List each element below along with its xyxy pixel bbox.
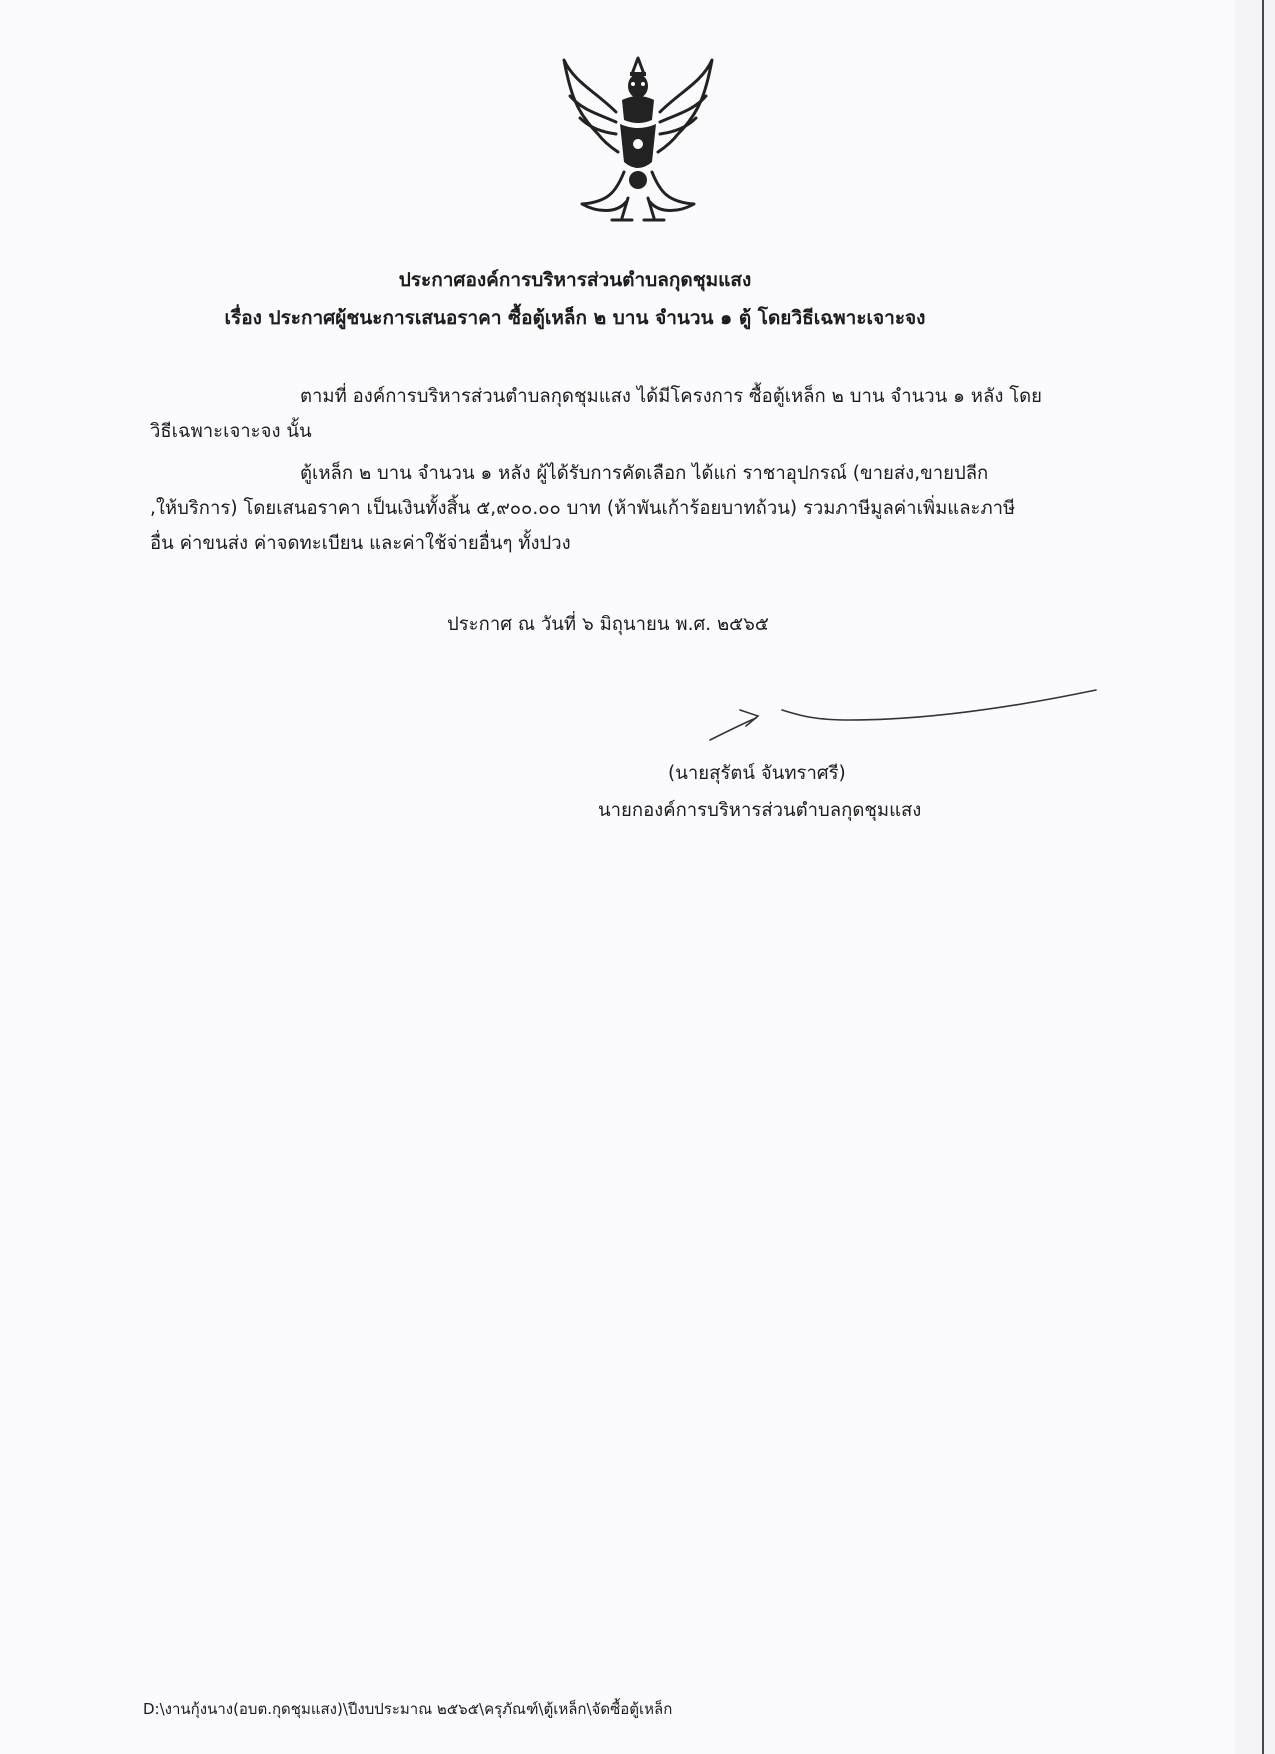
announcement-date: ประกาศ ณ วันที่ ๖ มิถุนายน พ.ศ. ๒๕๖๕ <box>447 614 769 635</box>
announcement-title: ประกาศองค์การบริหารส่วนตำบลกุดชุมแสง <box>398 269 752 291</box>
paragraph-1-line-1: ตามที่ องค์การบริหารส่วนตำบลกุดชุมแสง ได้มีโครงการ ซื้อตู้เหล็ก ๒ บาน จำนวน ๑ หลัง โดย <box>300 386 1043 407</box>
handwritten-signature <box>700 680 1100 750</box>
paragraph-1-line-2: วิธีเฉพาะเจาะจง นั้น <box>150 421 312 442</box>
garuda-emblem-icon <box>556 52 720 224</box>
paragraph-2-line-1: ตู้เหล็ก ๒ บาน จำนวน ๑ หลัง ผู้ได้รับการคัดเลือก ได้แก่ ราชาอุปกรณ์ (ขายส่ง,ขายปลีก <box>300 463 989 484</box>
signatory-position: นายกองค์การบริหารส่วนตำบลกุดชุมแสง <box>598 800 922 821</box>
file-path-footer: D:\งานกุ้งนาง(อบต.กุดชุมแสง)\ปีงบประมาณ ๒๕๖๕\ครุภัณฑ์\ตู้เหล็ก\จัดซื้อตู้เหล็ก <box>143 1700 673 1718</box>
announcement-subject: เรื่อง ประกาศผู้ชนะการเสนอราคา ซื้อตู้เหล็ก ๒ บาน จำนวน ๑ ตู้ โดยวิธีเฉพาะเจาะจง <box>224 307 926 329</box>
paragraph-2-line-2: ,ให้บริการ) โดยเสนอราคา เป็นเงินทั้งสิ้น ๕,๙๐๐.๐๐ บาท (ห้าพันเก้าร้อยบาทถ้วน) รวมภาษีมูลค่าเพิ่มและภาษี <box>150 498 1016 519</box>
paragraph-2-line-3: อื่น ค่าขนส่ง ค่าจดทะเบียน และค่าใช้จ่ายอื่นๆ ทั้งปวง <box>150 533 571 554</box>
page-edge-divider <box>1262 0 1264 1754</box>
signatory-name: (นายสุรัตน์ จันทราศรี) <box>668 763 846 784</box>
